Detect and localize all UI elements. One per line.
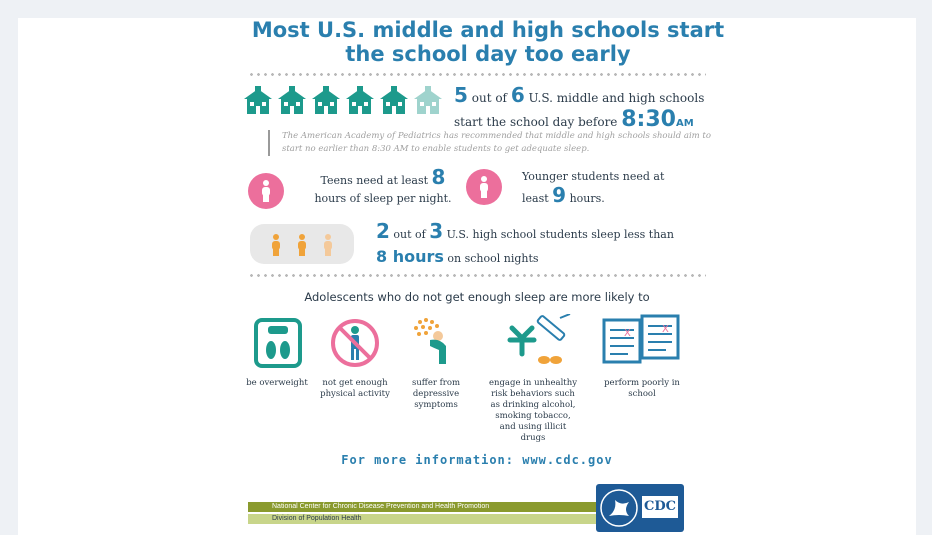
schoolhouse-icon xyxy=(312,86,340,116)
svg-text:X: X xyxy=(624,328,631,339)
stat-text: out of xyxy=(389,228,430,241)
stat-number: 3 xyxy=(429,219,444,243)
teens-hours: 8 xyxy=(431,165,446,189)
younger-post: hours. xyxy=(566,192,605,205)
scale-icon xyxy=(254,318,302,368)
more-info-link[interactable]: For more information: www.cdc.gov xyxy=(341,453,613,467)
dotted-divider xyxy=(248,274,706,277)
younger-pre: Younger students need at least xyxy=(522,170,665,205)
student-icon-light xyxy=(322,234,334,256)
risk-caption: suffer from depressive symptoms xyxy=(411,378,461,410)
schoolhouse-row xyxy=(244,86,450,118)
hhs-eagle-icon xyxy=(599,488,639,528)
start-time-ampm: AM xyxy=(675,118,694,129)
risk-caption: be overweight xyxy=(246,378,308,388)
teens-post: hours of sleep per night. xyxy=(314,192,452,205)
dotted-divider xyxy=(248,73,706,76)
svg-text:X: X xyxy=(662,324,669,335)
infographic-page xyxy=(18,18,916,535)
stat-text: U.S. high school students sleep less than xyxy=(443,228,674,241)
depressed-person-icon xyxy=(410,316,460,366)
start-time: 8:30 xyxy=(621,107,676,132)
aap-quote: The American Academy of Pediatrics has recommended that middle and high schools should aim to start no earlier than 8:30 AM to enable students to get adequate sleep. xyxy=(268,130,714,156)
stat-text: out of xyxy=(467,91,511,105)
teen-person-icon xyxy=(248,173,284,209)
teens-pre: Teens need at least xyxy=(320,174,432,187)
schoolhouse-icon xyxy=(244,86,272,116)
risk-caption: perform poorly in school xyxy=(604,378,680,399)
page-title: Most U.S. middle and high schools start the school day too early xyxy=(251,18,725,66)
stat-number: 2 xyxy=(376,219,390,243)
risk-caption: not get enough physical activity xyxy=(320,378,390,399)
younger-hours: 9 xyxy=(552,183,567,207)
student-icon xyxy=(296,234,308,256)
papers-icon xyxy=(602,314,682,364)
footer-center-name: National Center for Chronic Disease Prevention and Health Promotion xyxy=(248,502,610,512)
students-group xyxy=(250,224,354,264)
drugs-icon xyxy=(506,314,576,368)
school-start-stat xyxy=(454,84,706,135)
schoolhouse-icon xyxy=(380,86,408,116)
stat-number: 5 xyxy=(454,83,468,107)
stat-text: U.S. middle and high schools start the school day before xyxy=(454,91,705,129)
cdc-logo-text: CDC xyxy=(642,496,678,518)
no-exercise-icon xyxy=(330,318,380,368)
sleep-hours: 8 hours xyxy=(376,247,444,266)
risk-caption: engage in unhealthy risk behaviors such as drinking alcohol, smoking tobacco, and using illicit drugs xyxy=(488,378,577,443)
schoolhouse-icon-light xyxy=(414,86,442,116)
cdc-logo xyxy=(596,484,684,532)
stat-text: on school nights xyxy=(443,252,539,265)
schoolhouse-icon xyxy=(278,86,306,116)
teens-sleep-text xyxy=(308,165,458,208)
sleep-less-stat xyxy=(376,220,676,270)
student-icon xyxy=(270,234,282,256)
adolescents-heading: Adolescents who do not get enough sleep are more likely to xyxy=(304,290,650,304)
footer-division-name: Division of Population Health xyxy=(248,514,610,524)
younger-sleep-text xyxy=(522,168,682,208)
schoolhouse-icon xyxy=(346,86,374,116)
stat-number: 6 xyxy=(510,83,525,107)
younger-person-icon xyxy=(466,169,502,205)
